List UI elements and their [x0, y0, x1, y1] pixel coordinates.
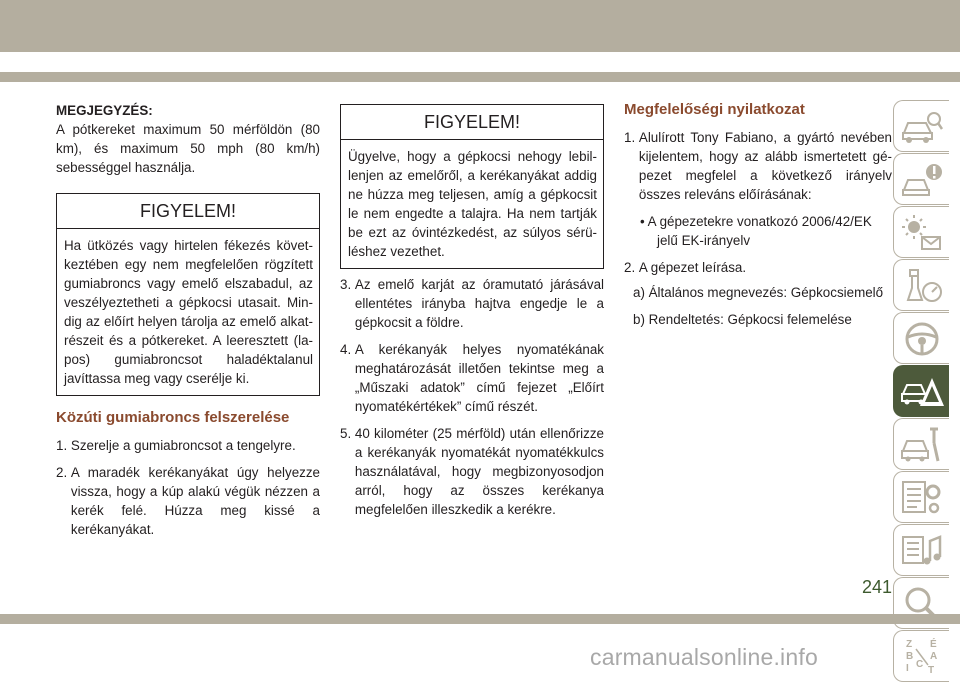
step-text: A maradék kerékanyákat úgy helyezze vissza, hogy a kúp alakú végük nézzen a kerék felé. Húzza meg kissé a kerékanyákat.: [70, 465, 320, 537]
steps-list-middle: [340, 275, 604, 519]
index-letter: B: [906, 651, 914, 662]
bullet-item: • A gépezetekre vonatkozó 2006/42/EK jelű EK-irányelv: [640, 214, 872, 248]
index-letter: Z: [906, 639, 913, 650]
section-heading-road-tire: Közúti gumiabroncs felszerelése: [56, 409, 290, 426]
sub-item-b: b) Rendeltetés: Gépkocsi felemelése: [633, 312, 852, 327]
tab-emergency[interactable]: [893, 365, 949, 417]
car-info-icon: [900, 107, 944, 147]
section-heading-conformity: Megfelelőségi nyilatkozat: [624, 101, 805, 118]
watermark-text: carmanualsonline.info: [590, 644, 818, 670]
step-text: A kerékanyák helyes nyomatékának meghatározását illetően tekintse meg a „Műszaki adatok” című fejezet „Előírt nyomatékértékek” című részét.: [354, 342, 604, 414]
header-band: [0, 0, 960, 52]
step-number: 3.: [340, 277, 355, 292]
emergency-icon: [900, 372, 944, 412]
note-text: A pótkereket maximum 50 mérföldön (80 km), és maximum 50 mph (80 km/h) sebességgel használja.: [56, 122, 320, 175]
list-item: [56, 463, 320, 539]
footer-rule: [0, 614, 960, 624]
tab-car-info[interactable]: [893, 100, 949, 152]
step-number: 2.: [56, 465, 71, 480]
warning-light-icon: [900, 160, 944, 200]
page-number: 241: [861, 577, 892, 597]
note-heading: MEGJEGYZÉS:: [56, 103, 153, 118]
warning-text-2: Ügyelve, hogy a gépkocsi nehogy lebillenjen az emelőről, a kerékanyákat addig ne húzza meg teljesen, amíg a gépkocsit le nem engedte a talajra. Ha nem tartják be ezt az óvintézkedést, az súlyos sérüléshez vezethet.: [348, 149, 597, 259]
list-item: [340, 340, 604, 416]
steering-wheel-icon: [900, 319, 944, 359]
car-service-icon: [900, 425, 944, 465]
list-item: [624, 128, 892, 204]
item-number: 1.: [624, 130, 639, 145]
steps-list-left: [56, 436, 320, 539]
index-letter: C: [916, 659, 924, 670]
item-text: Alulírott Tony Fabiano, a gyártó nevében kijelentem, hogy az alább ismertetett gépezet megfelel a következő irányelv összes releváns előírásának:: [638, 130, 892, 202]
tab-technical-specs[interactable]: [893, 471, 949, 523]
index-letter: É: [930, 639, 937, 650]
step-text: Szerelje a gumiabroncsot a tengelyre.: [70, 438, 296, 453]
warning-box-1: [56, 193, 320, 396]
item-number: 2.: [624, 260, 639, 275]
step-text: 40 kilométer (25 mérföld) után ellenőrizze a kerékanyák nyomatékát nyomatékkulcs használatával, hogy megbizonyosodjon arról, hogy az összes kerékanya megfelelően illeszkedik a kerékre.: [354, 426, 604, 517]
item-text: A gépezet leírása.: [638, 260, 747, 275]
list-item: [340, 424, 604, 519]
tab-starting-driving[interactable]: [893, 259, 949, 311]
header-rule: [0, 72, 960, 82]
step-number: 1.: [56, 438, 71, 453]
left-column: [56, 101, 320, 539]
tab-steering[interactable]: [893, 312, 949, 364]
sub-item-a: a) Általános megnevezés: Gépkocsiemelő: [633, 285, 884, 300]
right-column: [624, 100, 892, 329]
index-letter: A: [930, 651, 938, 662]
warning-text-1: Ha ütközés vagy hirtelen fékezés következtében egy nem megfelelően rögzített gumiabroncs vagy emelő elszabadul, az veszélyeztetheti a gépkocsi utasait. Mindig az előírt helyen tárolja az emelő alkatrészeit és a pótkereket. A leeresztett (lapos) gumiabroncsot haladéktalanul javíttassa meg vagy cserélje ki.: [64, 238, 313, 386]
warning-title-2: FIGYELEM!: [341, 105, 603, 140]
list-item: [624, 258, 892, 277]
step-text: Az emelő karját az óramutató járásával ellentétes irányba hajtva engedje le a gépkocsit a földre.: [354, 277, 604, 330]
safety-light-icon: [900, 213, 944, 253]
list-item: [56, 436, 320, 455]
multimedia-icon: [900, 531, 944, 571]
tab-warning-lights[interactable]: [893, 153, 949, 205]
tab-safety[interactable]: [893, 206, 949, 258]
tab-multimedia[interactable]: [893, 524, 949, 576]
list-item: [340, 275, 604, 332]
index-letter: T: [928, 665, 935, 676]
step-number: 4.: [340, 342, 355, 357]
step-number: 5.: [340, 426, 355, 441]
warning-box-2: [340, 104, 604, 269]
middle-column: [340, 104, 604, 519]
start-drive-icon: [900, 266, 944, 306]
warning-title-1: FIGYELEM!: [57, 194, 319, 229]
tab-service[interactable]: [893, 418, 949, 470]
index-letter: I: [906, 663, 909, 674]
technical-specs-icon: [900, 478, 944, 518]
